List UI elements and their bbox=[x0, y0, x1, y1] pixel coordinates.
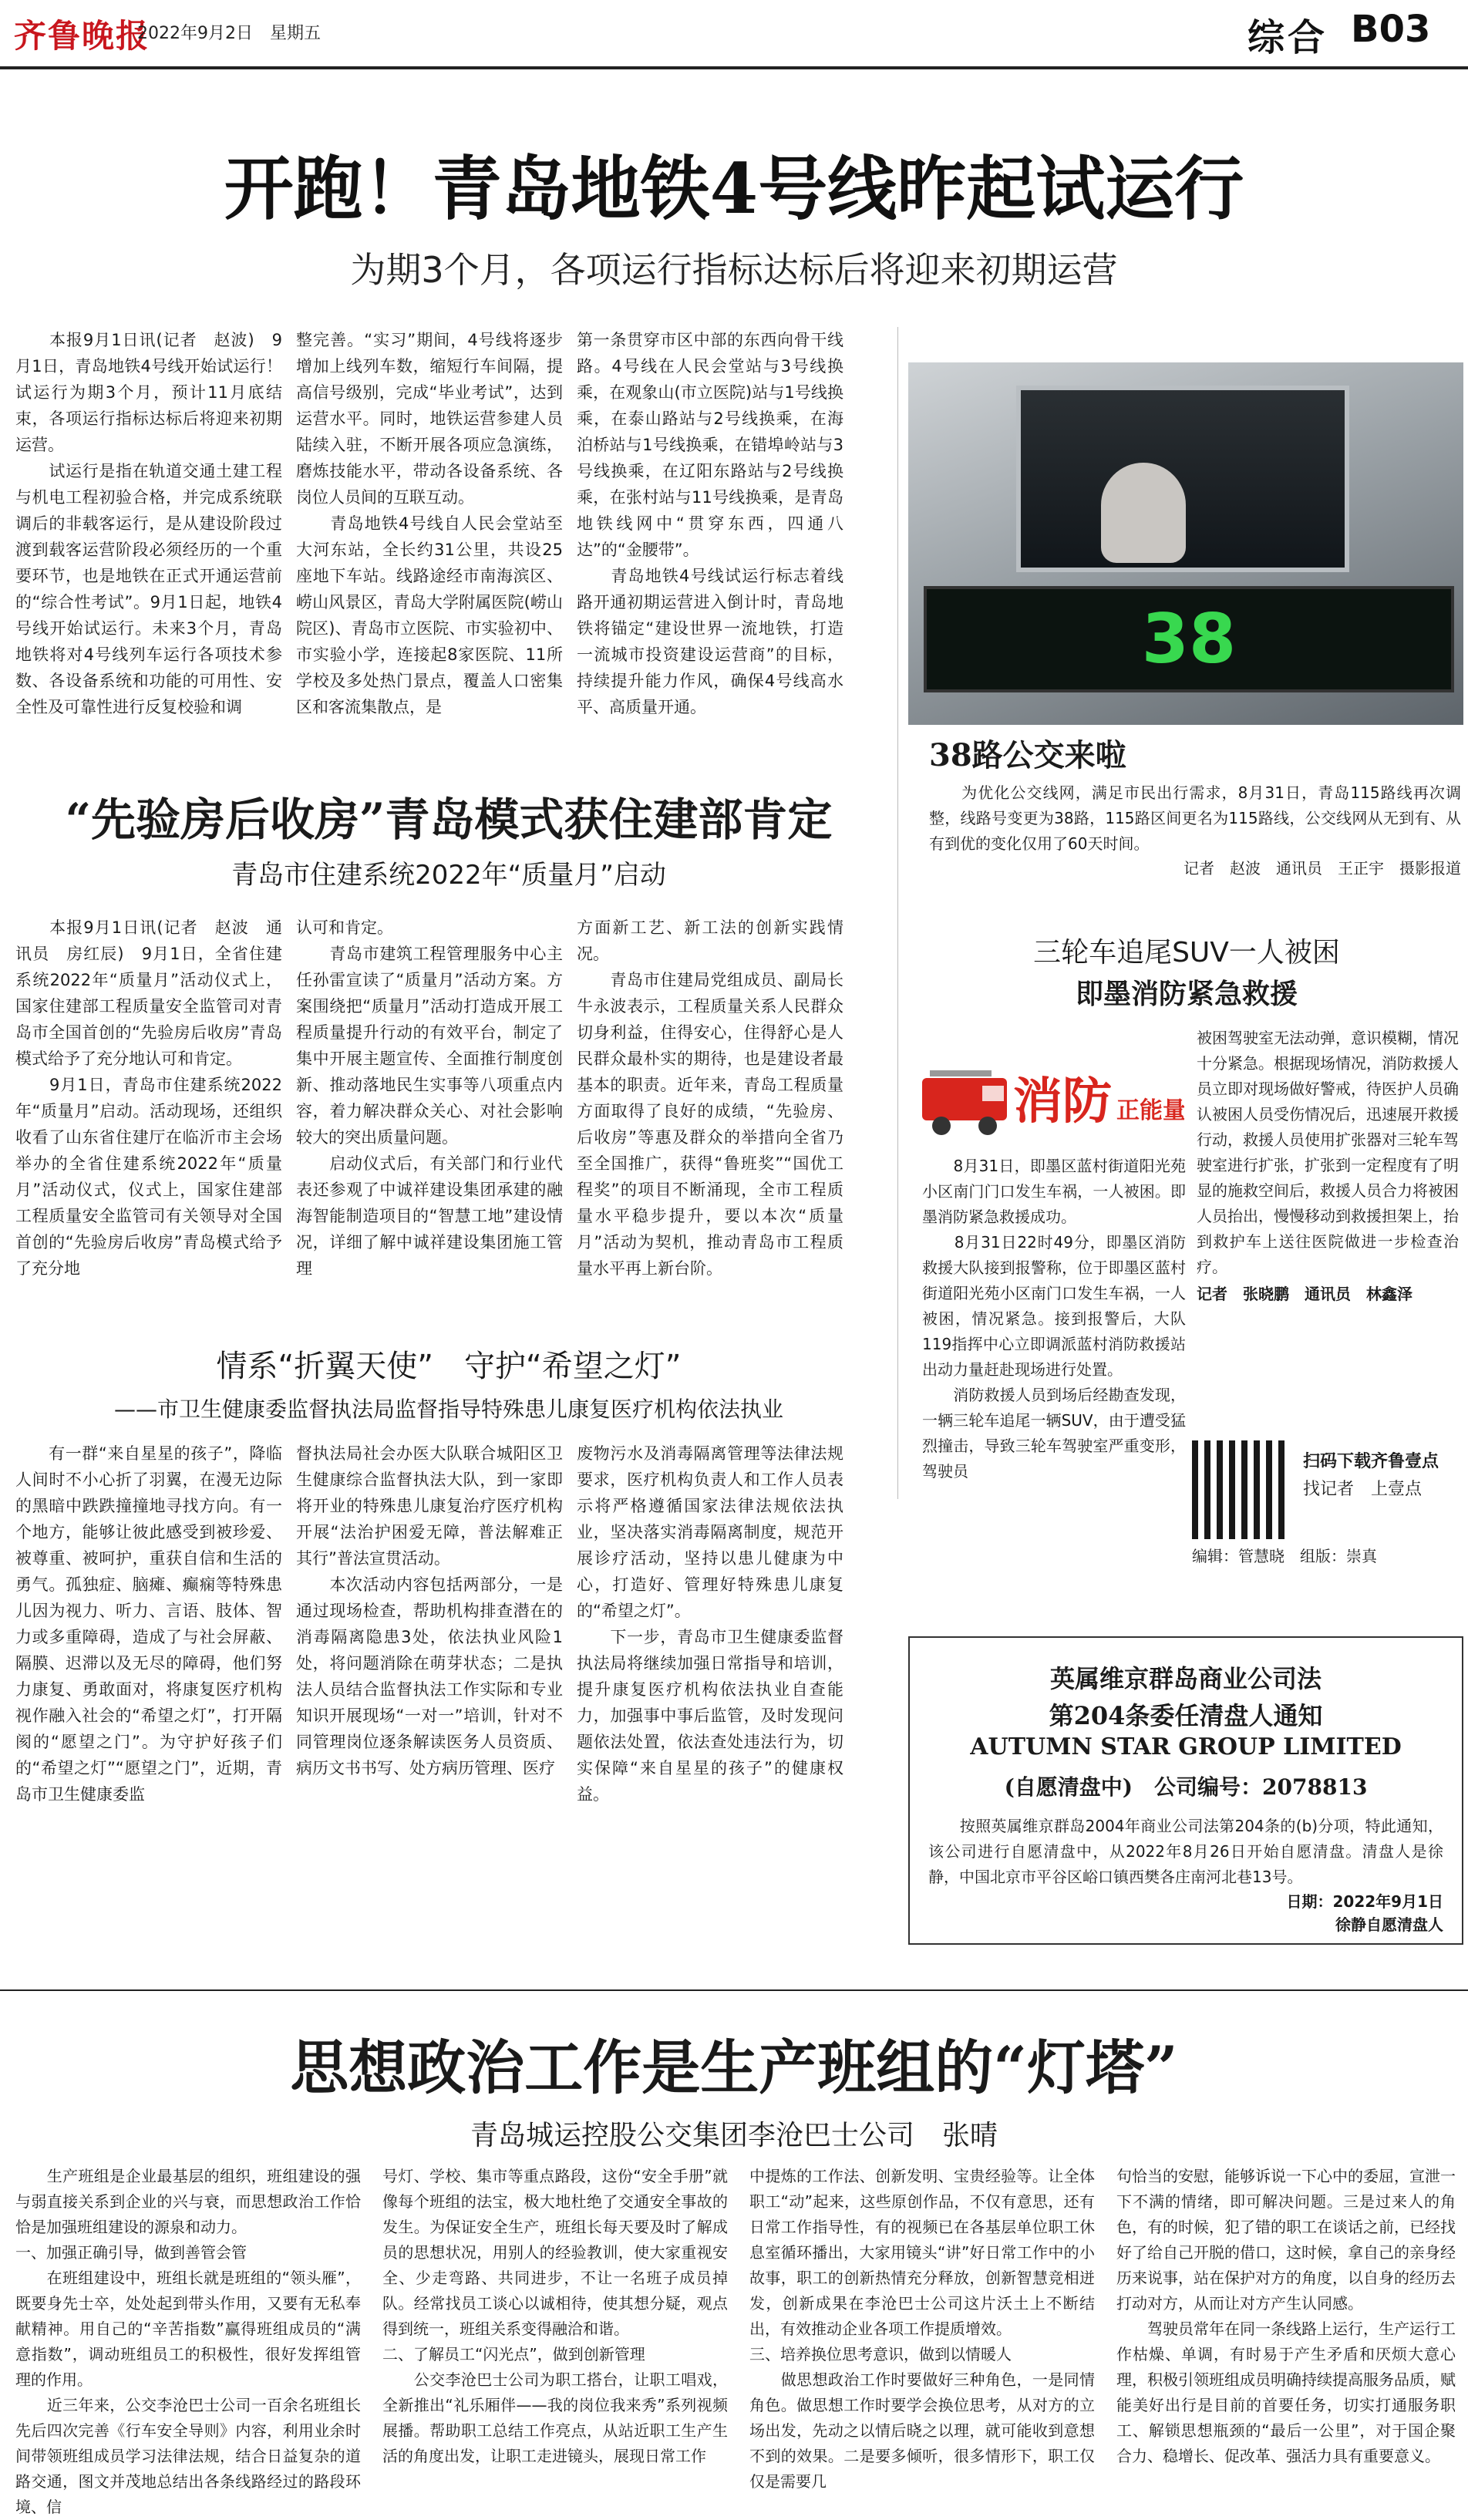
lead-column-2: 整完善。“实习”期间，4号线将逐步增加上线列车数，缩短行车间隔，提高信号级别，完成“毕业考试”，达到运营水平。同时，地铁运营参建人员陆续入驻，不断开展各项应急演练，磨炼技能水平，带动各设备系统、各岗位人员间的互联互动。 青岛地铁4号线自人民会堂站至大河东站，全长约31公里，共设25座地下车站。线路途经市南海滨区、崂山风景区，青岛大学附属医院(崂山院区)、青岛市立医院、市实验初中、市实验小学，连接起8家医院、11所学校及多处热门景点，覆盖人口密集区和客流集散点，是 bbox=[296, 331, 563, 716]
notice-line-1: 英属维京群岛商业公司法 bbox=[1049, 1664, 1322, 1693]
notice-line-3: AUTUMN STAR GROUP LIMITED bbox=[970, 1733, 1402, 1760]
housing-column-3: 方面新工艺、新工法的创新实践情况。 青岛市住建局党组成员、副局长牛永波表示，工程质量关系人民群众切身利益，住得安心，住得舒心是人民群众最朴实的期待，也是建设者最基本的职责。近年来，青岛工程质量方面取得了良好的成绩，“先验房、后收房”等惠及群众的举措向全省乃至全国推广，获得“鲁班奖”“国优工程奖”的项目不断涌现，全市工程质量水平稳步提升，要以本次“质量月”活动为契机，推动青岛市工程质量水平再上新台阶。 bbox=[577, 918, 843, 1278]
angel-column-1: 有一群“来自星星的孩子”，降临人间时不小心折了羽翼，在漫无边际的黑暗中跌跌撞撞地寻找方向。有一个地方，能够让彼此感受到被珍爱、被尊重、被呵护，重获自信和生活的勇气。孤独症、脑瘫、癫痫等特殊患儿因为视力、听力、言语、肢体、智力或多重障碍，造成了与社会屏蔽、隔膜、迟滞以及无尽的障碍，他们努力康复、勇敢面对，将康复医疗机构视作融入社会的“希望之灯”，打开隔阂的“愿望之门”。为守护好孩子们的“希望之灯”“愿望之门”，近期，青岛市卫生健康委监 bbox=[15, 1444, 282, 1804]
section-name: 综合 bbox=[1247, 16, 1328, 59]
fire-column-a: 8月31日，即墨区蓝村街道阳光苑小区南门门口发生车祸，一人被困。即墨消防紧急救援成功。 8月31日22时49分，即墨区消防救援大队接到报警称，位于即墨区蓝村街道阳光苑小区南门口发生车祸，一人被困，情况紧急。接到报警后，大队119指挥中心立即调派蓝村消防救援站出动力量赶赴现场进行处置。 消防救援人员到场后经勘查发现，一辆三轮车追尾一辆SUV，由于遭受猛烈撞击，导致三轮车驾驶室严重变形，驾驶员 bbox=[922, 1157, 1186, 1481]
bottom-column-1: 生产班组是企业最基层的组织，班组建设的强与弱直接关系到企业的兴与衰，而思想政治工作恰恰是加强班组建设的源泉和动力。 一、加强正确引导，做到善管会管 在班组建设中，班组长就是班组的“领头雁”，既要身先士卒，处处起到带头作用，又要有无私奉献精神。用自己的“辛苦指数”赢得班组成员的“满意指数”，调动班组员工的积极性，很好发挥组管理的作用。 近三年来，公交李沧巴士公司一百余名班组长先后四次完善《行车安全导则》内容，利用业余时间带领班组成员学习法律法规，结合日益复杂的道路交通，图文并茂地总结出各条线路经过的路段环境、信 bbox=[15, 2167, 361, 2516]
housing-subhead: 青岛市住建系统2022年“质量月”启动 bbox=[231, 860, 666, 891]
page-number: B03 bbox=[1351, 8, 1431, 51]
notice-line-2: 第204条委任清盘人通知 bbox=[1049, 1701, 1323, 1730]
section-rule bbox=[0, 1989, 1468, 1991]
bottom-column-3: 中提炼的工作法、创新发明、宝贵经验等。让全体职工“动”起来，这些原创作品，不仅有意思，还有日常工作指导性，有的视频已在各基层单位职工休息室循环播出，大家用镜头“讲”好日常工作中的小故事，职工的创新热情充分释放，创新智慧竞相迸发，创新成果在李沧巴士公司这片沃土上不断结出，有效推动企业各项工作提质增效。 三、培养换位思考意识，做到以情暖人 做思想政治工作时要做好三种角色，一是同情角色。做思想工作时要学会换位思考，从对方的立场出发，先动之以情后晓之以理，就可能收到意想不到的效果。二是要多倾听，很多情形下，职工仅仅是需要几 bbox=[749, 2167, 1095, 2491]
masthead-logo: 齐鲁晚报 bbox=[14, 17, 150, 55]
fire-heading-line2: 即墨消防紧急救援 bbox=[1075, 979, 1298, 1010]
editors-credit: 编辑：管慧晓 组版：崇真 bbox=[1192, 1547, 1377, 1565]
fire-rescue-logo bbox=[922, 1055, 1184, 1140]
bottom-column-4: 句恰当的安慰，能够诉说一下心中的委屈，宣泄一下不满的情绪，即可解决问题。三是过来人的角色，有的时候，犯了错的职工在谈话之前，已经找好了给自己开脱的借口，这时候，拿自己的亲身经历来说事，站在保护对方的角度，以自身的经历去打动对方，从而让对方产生认同感。 驾驶员常年在同一条线路上运行，生产运行工作枯燥、单调，有时易于产生矛盾和厌烦大意心理，积极引领班组成员明确持续提高服务品质，赋能美好出行是目前的首要任务，切实打通服务职工、解锁思想瓶颈的“最后一公里”，对于国企聚合力、稳增长、促改革、强活力具有重要意义。 bbox=[1116, 2167, 1456, 2465]
notice-signer: 徐静自愿清盘人 bbox=[1335, 1915, 1443, 1934]
angel-subhead: ——市卫生健康委监督执法局监督指导特殊患儿康复医疗机构依法执业 bbox=[113, 1396, 783, 1422]
photo-caption: 为优化公交线网，满足市民出行需求，8月31日，青岛115路线再次调整，线路号变更为38路，115路区间更名为115路线，公交线网从无到有、从有到优的变化仅用了60天时间。 bbox=[929, 783, 1461, 853]
bus-driver-figure bbox=[1101, 463, 1186, 563]
photo-caption-title: 38路公交来啦 bbox=[929, 737, 1126, 773]
fire-credit: 记者 张晓鹏 通讯员 林鑫泽 bbox=[1197, 1285, 1412, 1303]
qr-sublabel: 找记者 上壹点 bbox=[1303, 1480, 1423, 1499]
lead-column-1: 本报9月1日讯(记者 赵波) 9月1日，青岛地铁4号线开始试运行！试运行为期3个月，预计11月底结束，各项运行指标达标后将迎来初期运营。 试运行是指在轨道交通土建工程与机电工程初验合格，并完成系统联调后的非载客运行，是从建设阶段过渡到载客运营阶段必须经历的一个重要环节，也是地铁在正式开通运营前的“综合性考试”。9月1日起，地铁4号线开始试运行。未来3个月，青岛地铁将对4号线列车运行各项技术参数、各设备系统和功能的可用性、安全性及可靠性进行反复校验和调 bbox=[15, 331, 282, 716]
notice-date: 日期：2022年9月1日 bbox=[1286, 1892, 1443, 1911]
bottom-column-2: 号灯、学校、集市等重点路段，这份“安全手册”就像每个班组的法宝，极大地杜绝了交通安全事故的发生。为保证安全生产，班组长每天要及时了解成员的思想状况，用别人的经验教训，使大家重视安全、少走弯路、共同进步，不让一名班子成员掉队。经常找员工谈心以诚相待，使其想分疑，观点得到统一，班组关系变得融洽和谐。 二、了解员工“闪光点”，做到创新管理 公交李沧巴士公司为职工搭台，让职工唱戏，全新推出“礼乐厢伴——我的岗位我来秀”系列视频展播。帮助职工总结工作亮点，从站近职工生产生活的角度出发，让职工走进镜头，展现日常工作 bbox=[382, 2167, 728, 2465]
housing-column-2: 认可和肯定。 青岛市建筑工程管理服务中心主任孙雷宣读了“质量月”活动方案。方案围绕把“质量月”活动打造成开展工程质量提升行动的有效平台，制定了集中开展主题宣传、全面推行制度创新、推动落地民生实事等八项重点内容，着力解决群众关心、对社会影响较大的突出质量问题。 启动仪式后，有关部门和行业代表还参观了中诚祥建设集团承建的融海智能制造项目的“智慧工地”建设情况，详细了解中诚祥建设集团施工管理 bbox=[296, 918, 563, 1278]
bottom-byline: 青岛城运控股公交集团李沧巴士公司 张晴 bbox=[470, 2120, 998, 2151]
bus-photo bbox=[908, 362, 1463, 725]
lead-column-3: 第一条贯穿市区中部的东西向骨干线路。4号线在人民会堂站与3号线换乘，在观象山(市立医院)站与1号线换乘，在泰山路站与2号线换乘，在海泊桥站与1号线换乘，在错埠岭站与3号线换乘，在辽阳东路站与2号线换乘，在张村站与11号线换乘，是青岛地铁线网中“贯穿东西，四通八达”的“金腰带”。 青岛地铁4号线试运行标志着线路开通初期运营进入倒计时，青岛地铁将锚定“建设世界一流地铁，打造一流城市投资建设运营商”的目标，持续提升能力作风，确保4号线高水平、高质量开通。 bbox=[577, 331, 843, 716]
liquidation-notice bbox=[908, 1636, 1463, 1945]
photo-credit: 记者 赵波 通讯员 王正宇 摄影报道 bbox=[1183, 859, 1461, 878]
qr-code-icon[interactable] bbox=[1192, 1440, 1291, 1539]
bottom-headline: 思想政治工作是生产班组的“灯塔” bbox=[290, 2033, 1178, 2102]
lead-headline: 开跑！青岛地铁4号线昨起试运行 bbox=[224, 148, 1244, 230]
masthead-rule bbox=[0, 66, 1468, 69]
fire-column-b: 被困驾驶室无法动弹，意识模糊，情况十分紧急。根据现场情况，消防救援人员立即对现场做好警戒，待医护人员确认被困人员受伤情况后，迅速展开救援行动，救援人员使用扩张器对三轮车驾驶室进行扩张，扩张到一定程度有了明显的施救空间后，救援人员合力将被困人员抬出，慢慢移动到救援担架上，抬到救护车上送往医院做进一步检查治疗。 bbox=[1197, 1029, 1459, 1276]
notice-line-4: (自愿清盘中) 公司编号：2078813 bbox=[1004, 1774, 1368, 1800]
column-divider bbox=[897, 327, 898, 1499]
housing-headline: “先验房后收房”青岛模式获住建部肯定 bbox=[65, 793, 833, 846]
fire-truck-icon bbox=[922, 1055, 1184, 1140]
fire-logo-sub: 正能量 bbox=[1116, 1097, 1184, 1124]
lead-subhead: 为期3个月，各项运行指标达标后将迎来初期运营 bbox=[350, 249, 1118, 291]
issue-date: 2022年9月2日 星期五 bbox=[137, 24, 321, 43]
notice-body: 按照英属维京群岛2004年商业公司法第204条的(b)分项，特此通知，该公司进行自愿清盘中，从2022年8月26日开始自愿清盘。清盘人是徐静，中国北京市平谷区峪口镇西樊各庄南河北巷13号。 bbox=[928, 1817, 1443, 1886]
angel-headline: 情系“折翼天使” 守护“希望之灯” bbox=[216, 1349, 682, 1384]
qr-label: 扫码下载齐鲁壹点 bbox=[1303, 1452, 1439, 1471]
housing-column-1: 本报9月1日讯(记者 赵波 通讯员 房红辰) 9月1日，全省住建系统2022年“质量月”活动仪式上，国家住建部工程质量安全监管司对青岛市全国首创的“先验房后收房”青岛模式给予了充分地认可和肯定。 9月1日，青岛市住建系统2022年“质量月”启动。活动现场，还组织收看了山东省住建厅在临沂市主会场举办的全省住建系统2022年“质量月”活动仪式，仪式上，国家住建部工程质量安全监管司有关领导对全国首创的“先验房后收房”青岛模式给予了充分地 bbox=[15, 918, 282, 1278]
route-led-display: 38 bbox=[924, 586, 1454, 692]
fire-logo-text: 消防 bbox=[1013, 1073, 1112, 1130]
fire-heading-line1: 三轮车追尾SUV一人被困 bbox=[1033, 937, 1340, 969]
angel-column-2: 督执法局社会办医大队联合城阳区卫生健康综合监督执法大队，到一家即将开业的特殊患儿康复治疗医疗机构开展“法治护困爱无障，普法解难正其行”普法宣贯活动。 本次活动内容包括两部分，一是通过现场检查，帮助机构排查潜在的消毒隔离隐患3处，依法执业风险1处，将问题消除在萌芽状态；二是执法人员结合监督执法工作实际和专业知识开展现场“一对一”培训，针对不同管理岗位逐条解读医务人员资质、病历文书书写、处方病历管理、医疗 bbox=[296, 1444, 563, 1777]
angel-column-3: 废物污水及消毒隔离管理等法律法规要求，医疗机构负责人和工作人员表示将严格遵循国家法律法规依法执业，坚决落实消毒隔离制度，规范开展诊疗活动，坚持以患儿健康为中心，打造好、管理好特殊患儿康复的“希望之灯”。 下一步，青岛市卫生健康委监督执法局将继续加强日常指导和培训，提升康复医疗机构依法执业自查能力，加强事中事后监管，及时发现问题依法处置，依法查处违法行为，切实保障“来自星星的孩子”的健康权益。 bbox=[577, 1444, 843, 1804]
